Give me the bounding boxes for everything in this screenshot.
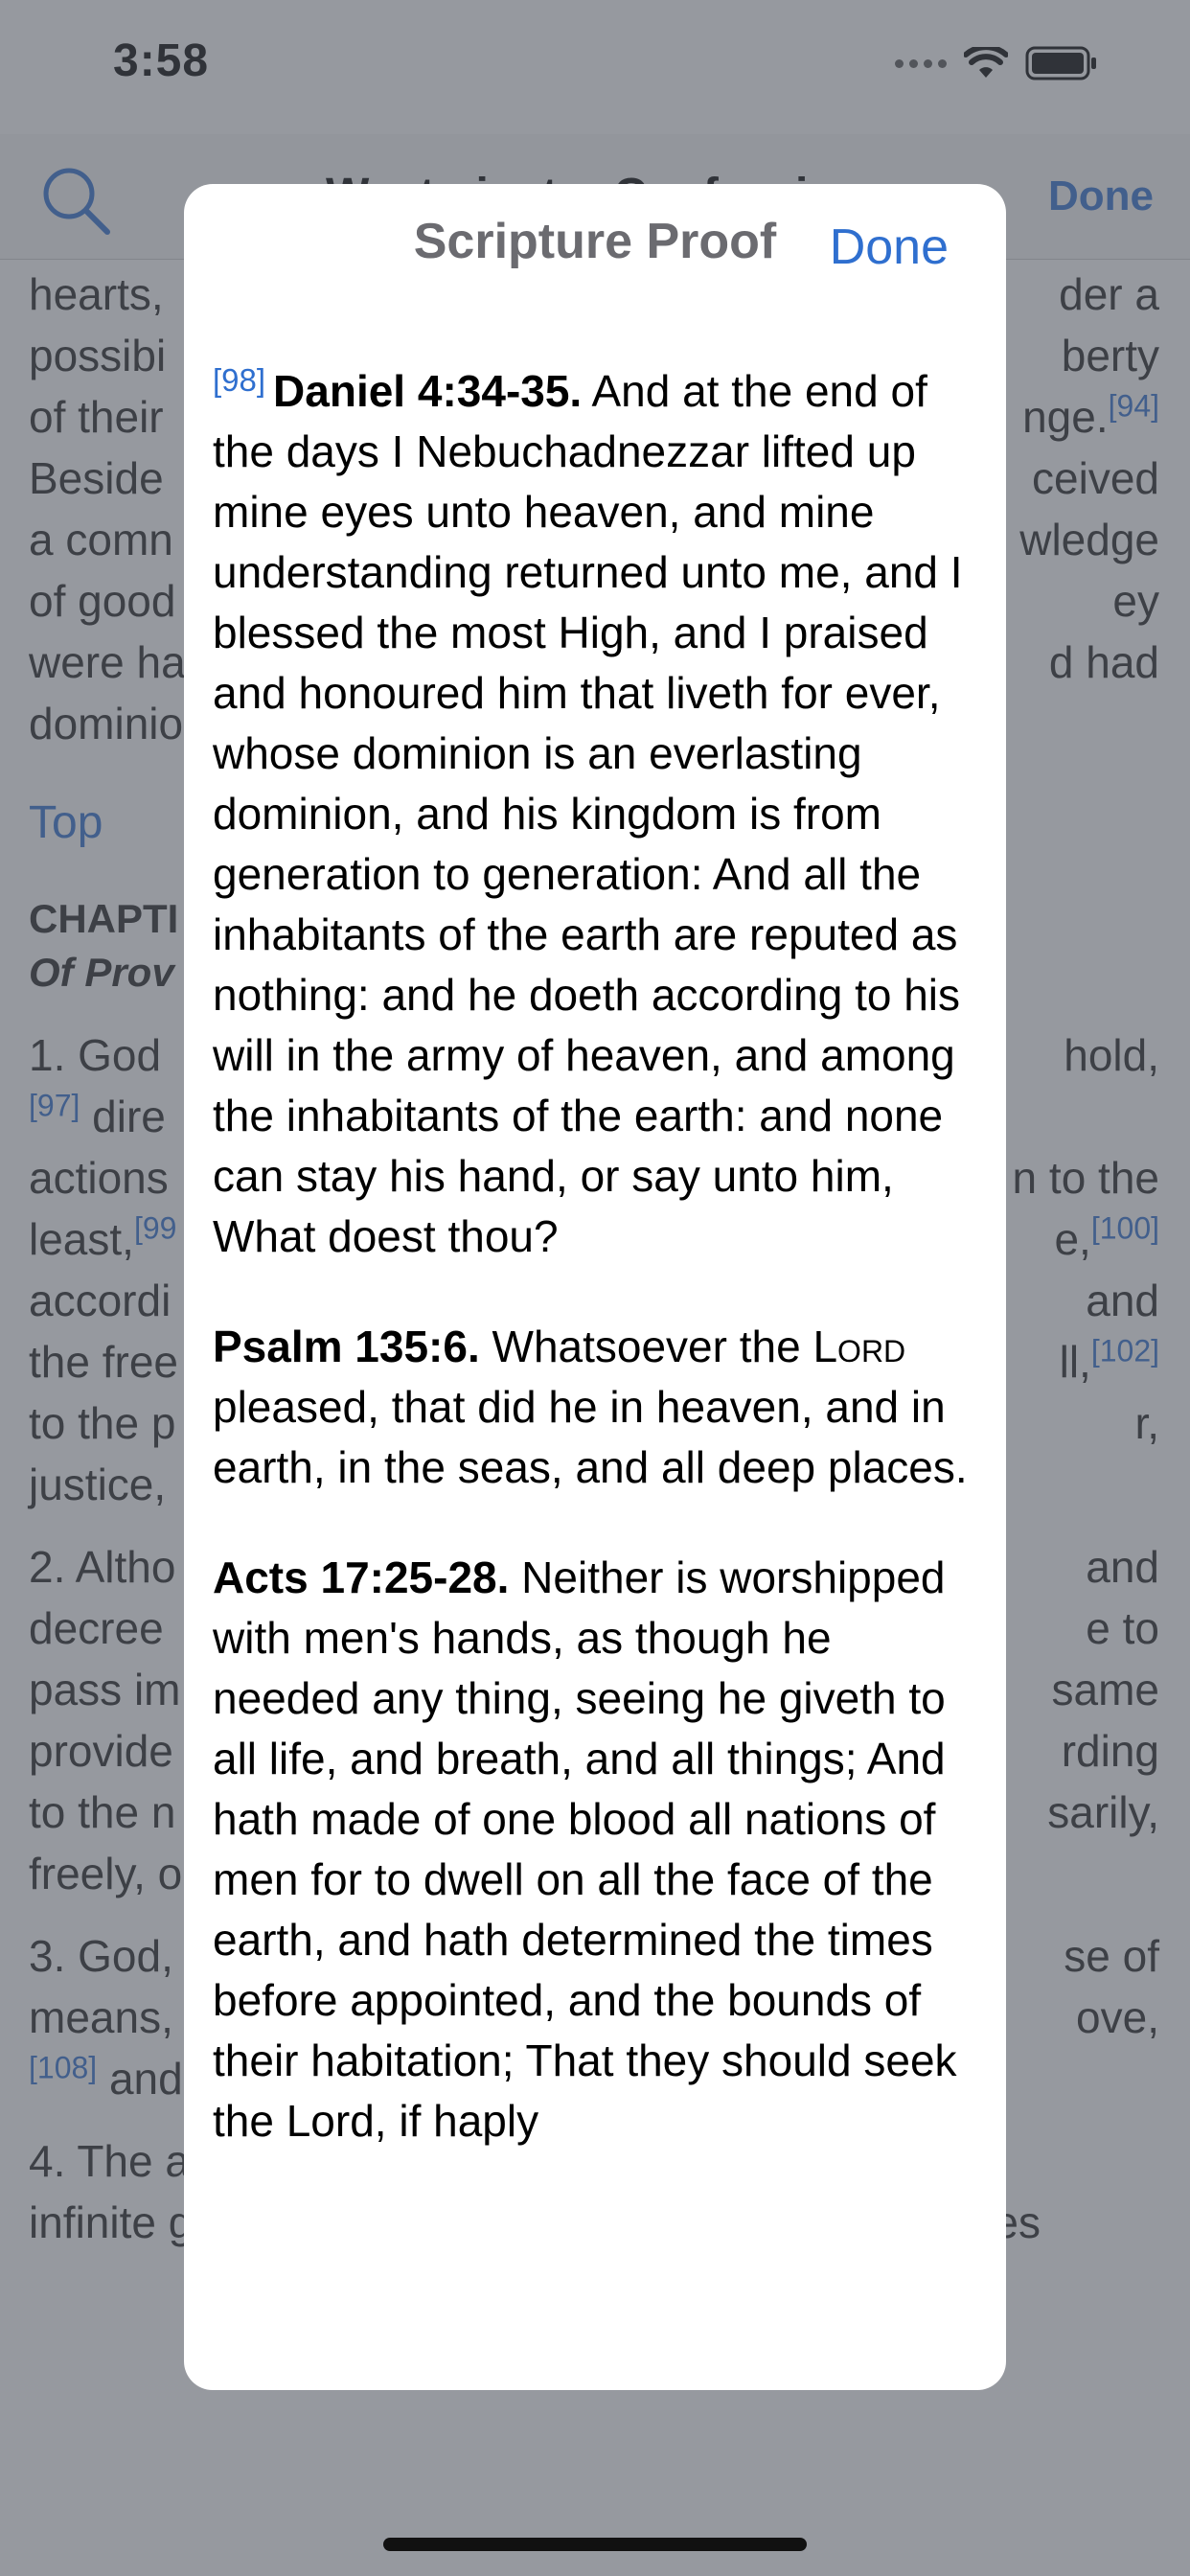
modal-title: Scripture Proof	[413, 214, 777, 269]
scripture-citation: Acts 17:25-28.	[213, 1552, 510, 1602]
modal-body	[213, 361, 979, 2201]
scripture-proof-modal	[184, 184, 1006, 2390]
home-indicator[interactable]	[383, 2538, 807, 2551]
scripture-entry	[213, 1548, 979, 2151]
scripture-text: Whatsoever the	[479, 1322, 813, 1371]
scripture-text: Neither is worshipped with men's hands, as though he needed any thing, seeing he giveth to all life, and breath, and all things; And hath made of one blood all nations of men for to dwell on all the face of the earth, and hath determined the times before appointed, and the bounds of their habitation; That they should seek the Lord, if haply	[213, 1552, 957, 2146]
scripture-citation: Psalm 135:6.	[213, 1322, 480, 1371]
scripture-text: pleased, that did he in heaven, and in earth, in the seas, and all deep places.	[213, 1382, 968, 1492]
scripture-entry	[213, 1317, 979, 1498]
modal-done-button[interactable]: Done	[829, 219, 949, 275]
modal-header	[184, 184, 1006, 299]
scripture-text-lord: Lord	[812, 1322, 906, 1371]
scripture-text: And at the end of the days I Nebuchadnezzar lifted up mine eyes unto heaven, and mine understanding returned unto me, and I blessed the most High, and I praised and honoured him that liveth for ever, whose dominion is an everlasting dominion, and his kingdom is from generation to generation: And all the inhabitants of the earth are reputed as nothing: and he doeth according to his will in the army of heaven, and among the inhabitants of the earth: and none can stay his hand, or say unto him, What doest thou?	[213, 366, 963, 1261]
scripture-entry	[213, 361, 979, 1267]
scripture-citation: Daniel 4:34-35.	[273, 366, 583, 416]
footnote-ref: [98]	[213, 361, 266, 398]
